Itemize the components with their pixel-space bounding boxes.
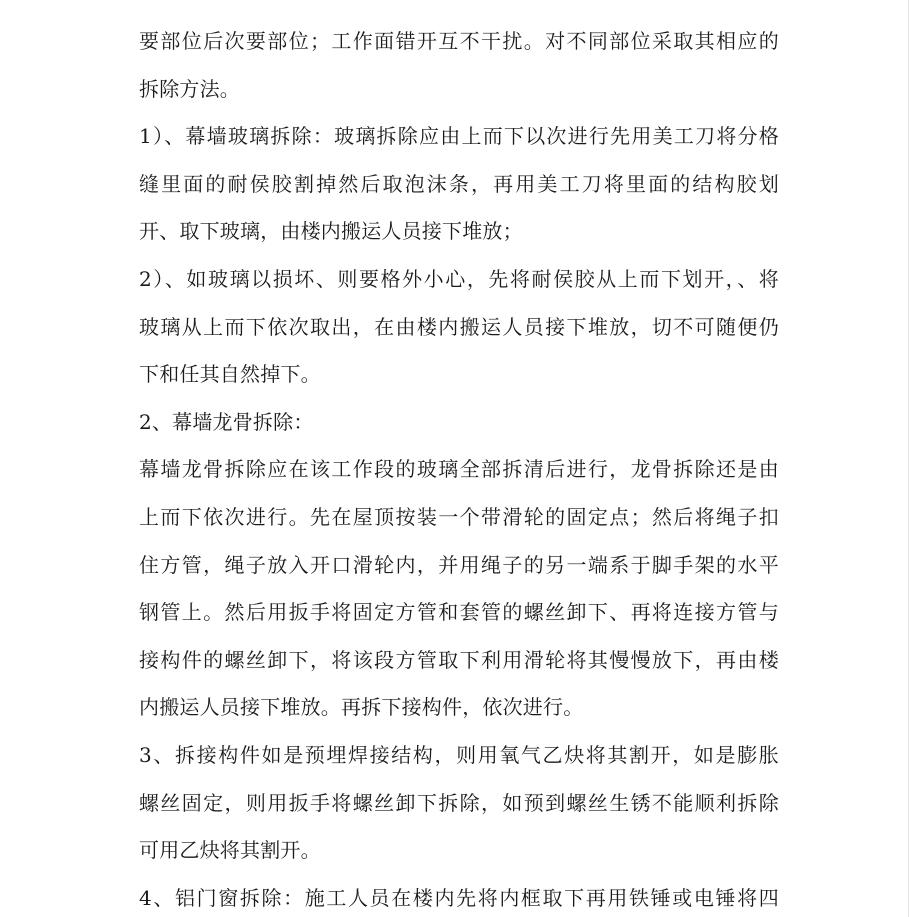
text-line: 4、铝门窗拆除：施工人员在楼内先将内框取下再用铁锤或电锤将四: [139, 885, 779, 910]
text-line: 内搬运人员接下堆放。再拆下接构件，依次进行。: [139, 695, 584, 720]
text-line: 接构件的螺丝卸下，将该段方管取下利用滑轮将其慢慢放下，再由楼: [139, 647, 779, 672]
text-line: 拆除方法。: [139, 76, 240, 101]
text-line: 3、拆接构件如是预埋焊接结构，则用氧气乙炔将其割开，如是膨胀: [139, 742, 779, 767]
section-heading: 2、幕墙龙骨拆除：: [139, 409, 314, 434]
text-line: 螺丝固定，则用扳手将螺丝卸下拆除，如预到螺丝生锈不能顺利拆除: [139, 790, 779, 815]
text-line: 幕墙龙骨拆除应在该工作段的玻璃全部拆清后进行，龙骨拆除还是由: [139, 457, 779, 482]
text-line: 缝里面的耐侯胶割掉然后取泡沫条，再用美工刀将里面的结构胶划: [139, 171, 779, 196]
document-body: [139, 18, 779, 917]
text-line: 玻璃从上而下依次取出，在由楼内搬运人员接下堆放，切不可随便仍: [139, 314, 779, 339]
text-line: 上而下依次进行。先在屋顶按装一个带滑轮的固定点；然后将绳子扣: [139, 504, 779, 529]
text-line: 可用乙炔将其割开。: [139, 838, 321, 863]
text-line: 住方管，绳子放入开口滑轮内，并用绳子的另一端系于脚手架的水平: [139, 552, 779, 577]
text-line: 要部位后次要部位；工作面错开互不干扰。对不同部位采取其相应的: [139, 29, 779, 53]
text-line: 1）、幕墙玻璃拆除：玻璃拆除应由上而下以次进行先用美工刀将分格: [139, 124, 779, 149]
text-line: 下和任其自然掉下。: [139, 362, 321, 387]
text-line: 2）、如玻璃以损坏、则要格外小心，先将耐侯胶从上而下划开，、将: [139, 266, 779, 291]
text-line: 开、取下玻璃，由楼内搬运人员接下堆放；: [139, 219, 523, 244]
text-line: 钢管上。然后用扳手将固定方管和套管的螺丝卸下、再将连接方管与: [139, 600, 779, 625]
